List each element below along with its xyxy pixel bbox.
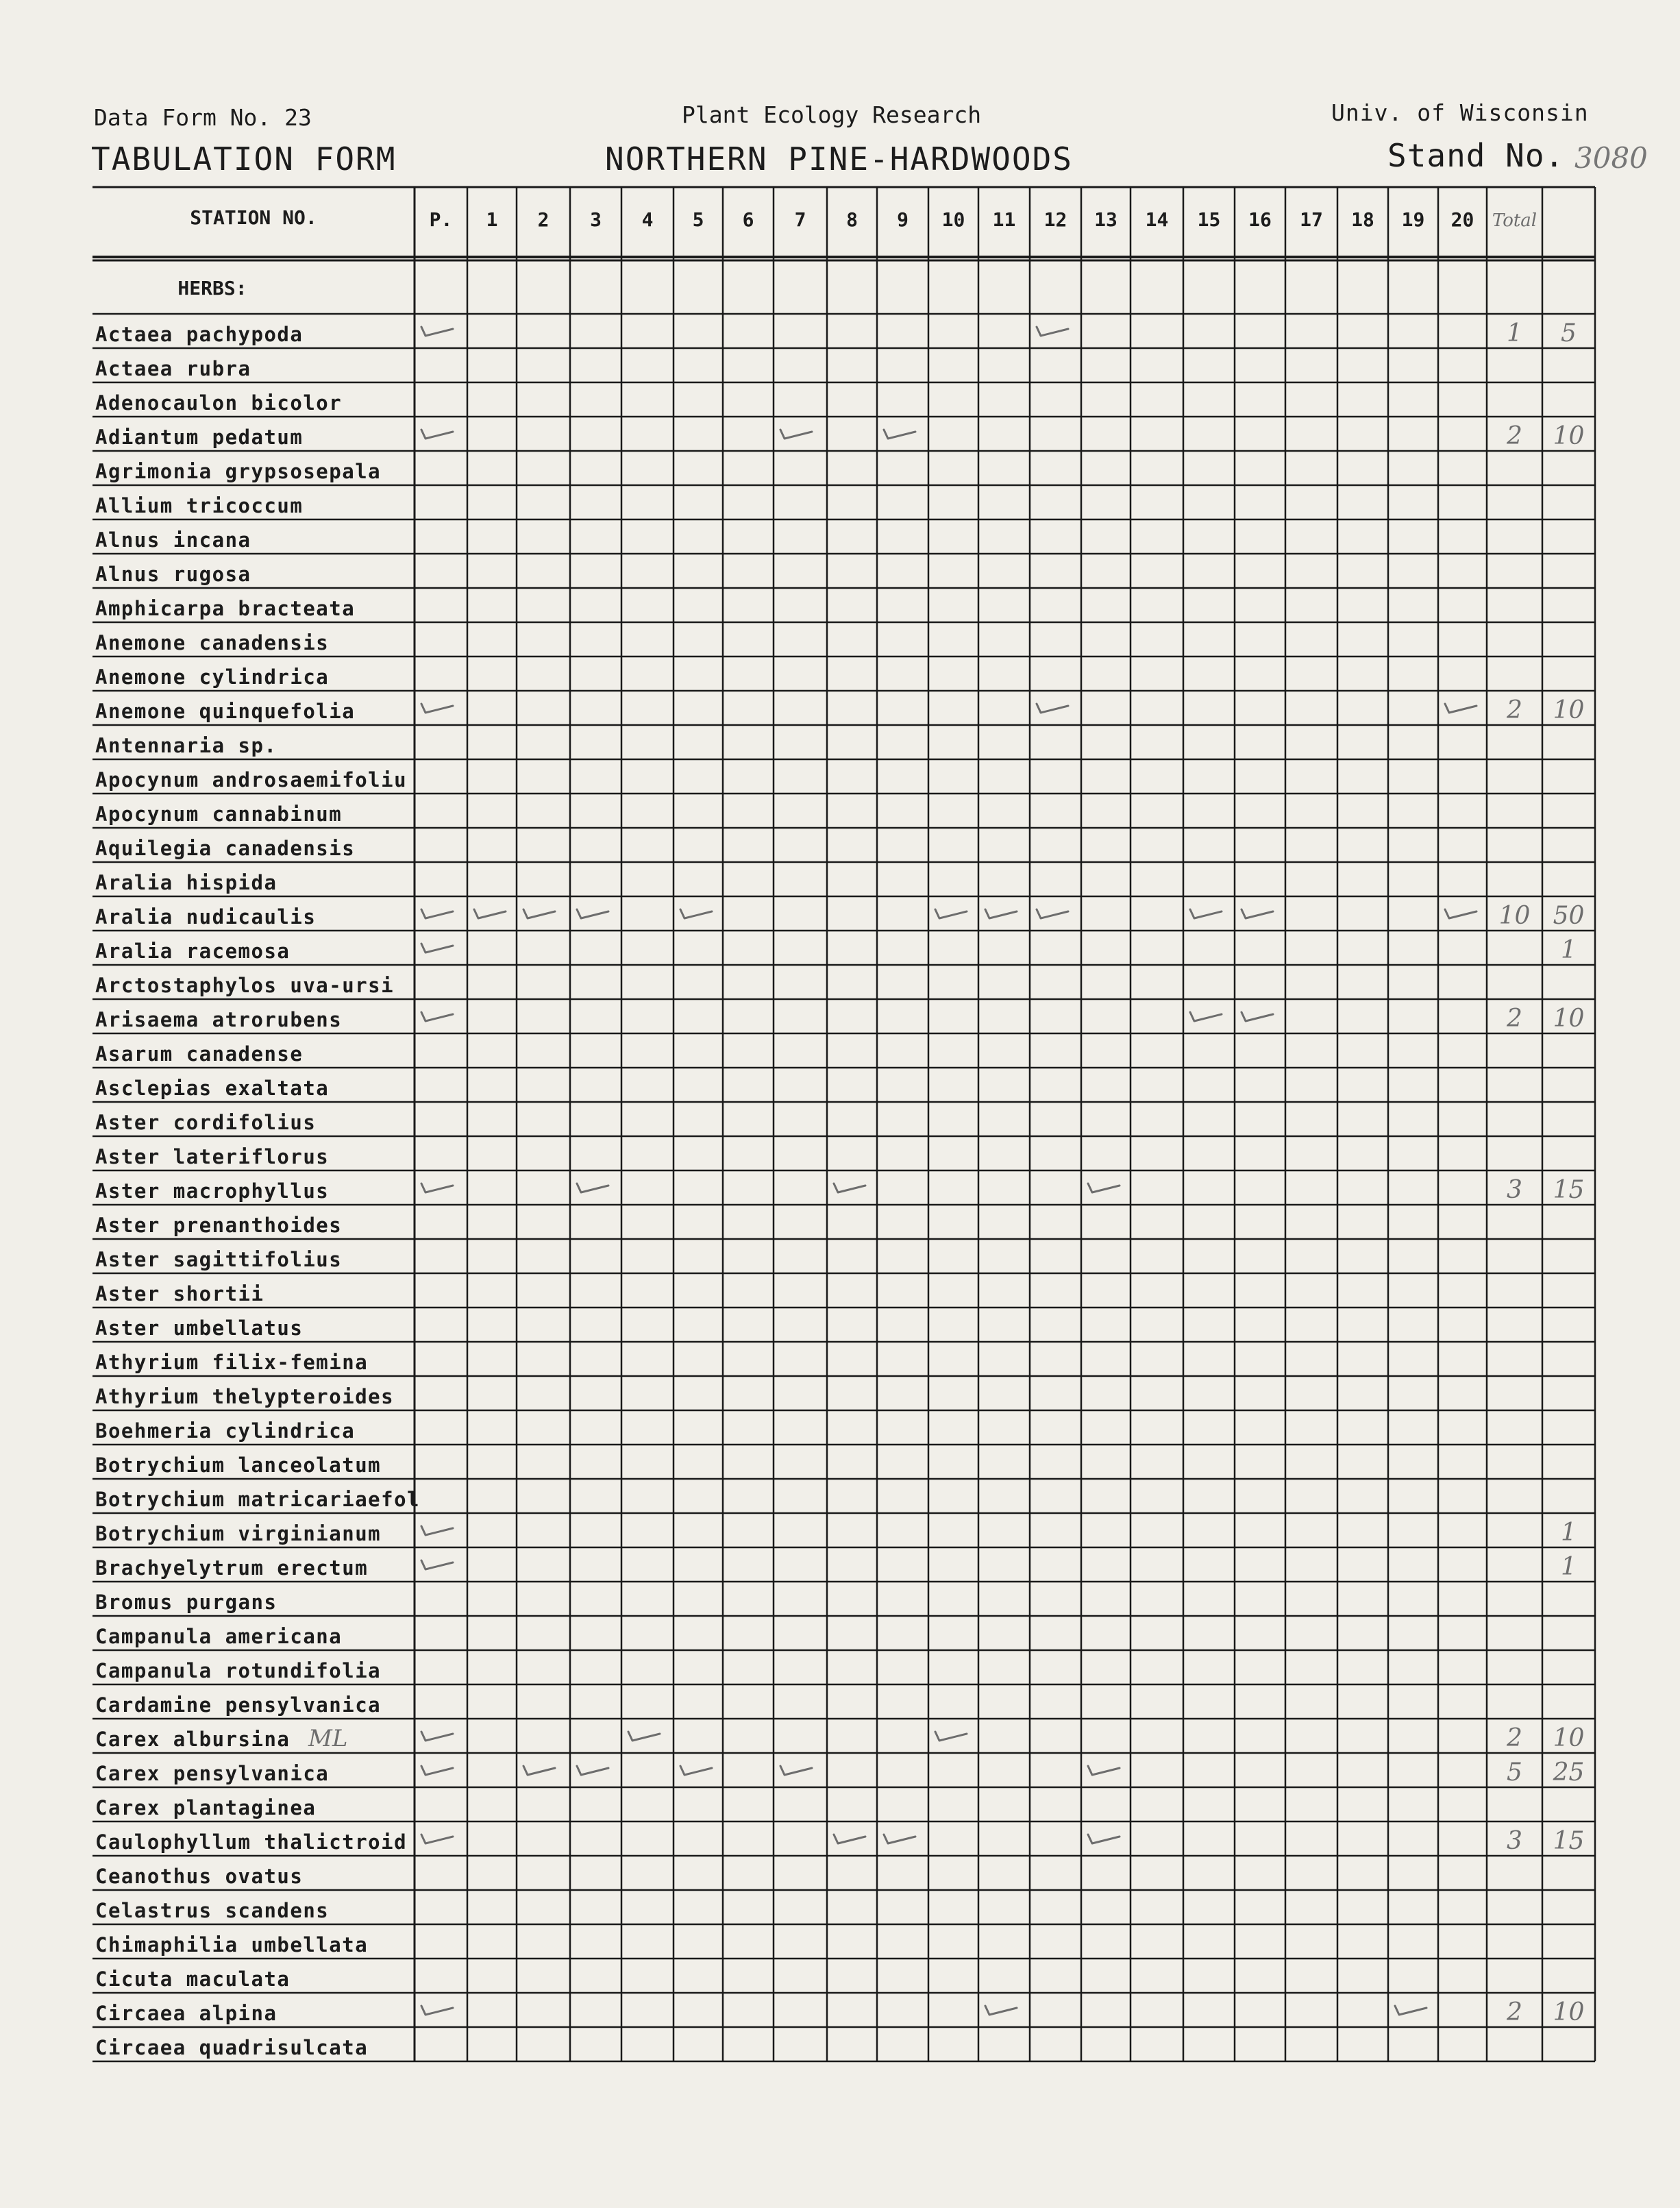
check-mark-icon — [1190, 1012, 1222, 1021]
check-mark-icon — [577, 1766, 608, 1775]
species-name: Anemone cylindrica — [95, 665, 330, 689]
form-name: TABULATION FORM — [91, 140, 397, 177]
check-mark-icon — [1445, 704, 1477, 713]
species-name: Aralia racemosa — [95, 940, 291, 963]
column-header-8: 8 — [846, 208, 858, 231]
column-header-3: 3 — [590, 208, 602, 231]
check-mark-icon — [421, 430, 453, 439]
column-header-9: 9 — [897, 208, 909, 231]
column-header-11: 11 — [992, 208, 1016, 231]
check-mark-icon — [577, 909, 608, 918]
check-mark-icon — [834, 1835, 865, 1843]
column-header-P: P. — [429, 208, 453, 231]
check-mark-icon — [935, 909, 967, 918]
row-frequency: 15 — [1553, 1176, 1585, 1204]
check-mark-icon — [421, 944, 453, 953]
column-header-6: 6 — [742, 208, 754, 231]
species-name: Aster shortii — [95, 1282, 264, 1305]
species-name: Carex albursina — [95, 1728, 291, 1751]
species-name: Celastrus scandens — [95, 1899, 330, 1922]
check-mark-icon — [421, 2006, 453, 2015]
species-name: Aster lateriflorus — [95, 1145, 330, 1168]
check-mark-icon — [680, 909, 712, 918]
column-header-7: 7 — [794, 208, 806, 231]
species-name: Bromus purgans — [95, 1591, 277, 1614]
row-frequency: 1 — [1561, 936, 1577, 964]
species-name: Athyrium filix-femina — [95, 1351, 369, 1374]
column-header-19: 19 — [1401, 208, 1425, 231]
species-name: Apocynum cannabinum — [95, 802, 343, 826]
species-name: Campanula americana — [95, 1625, 343, 1648]
row-total: 10 — [1498, 902, 1531, 930]
species-name: Amphicarpa bracteata — [95, 597, 356, 620]
species-name: Cicuta maculata — [95, 1967, 291, 1991]
species-name: Circaea quadrisulcata — [95, 2036, 369, 2059]
species-name: Adiantum pedatum — [95, 426, 304, 449]
species-name: Aster cordifolius — [95, 1111, 317, 1134]
check-mark-icon — [1037, 909, 1068, 918]
university: Univ. of Wisconsin — [1331, 99, 1589, 126]
station-no-header: STATION NO. — [190, 206, 317, 229]
check-mark-icon — [884, 1835, 915, 1843]
species-name: Anemone canadensis — [95, 631, 330, 654]
column-header-15: 15 — [1197, 208, 1221, 231]
check-mark-icon — [1242, 909, 1273, 918]
check-mark-icon — [884, 430, 915, 439]
row-total: 2 — [1507, 1998, 1522, 2026]
column-header-4: 4 — [641, 208, 654, 231]
check-mark-icon — [1088, 1183, 1120, 1192]
row-frequency: 10 — [1553, 696, 1585, 724]
species-name: Adenocaulon bicolor — [95, 391, 343, 415]
species-name: Aquilegia canadensis — [95, 837, 356, 860]
column-header-18: 18 — [1351, 208, 1374, 231]
check-mark-icon — [985, 909, 1017, 918]
species-name: Aster sagittifolius — [95, 1248, 343, 1271]
check-mark-icon — [421, 1732, 453, 1741]
check-mark-icon — [421, 327, 453, 336]
species-name: Ceanothus ovatus — [95, 1865, 304, 1888]
species-name: Botrychium lanceolatum — [95, 1453, 382, 1477]
row-frequency: 10 — [1553, 1005, 1585, 1033]
species-name: Agrimonia grypsosepala — [95, 460, 382, 483]
check-mark-icon — [577, 1183, 608, 1192]
column-header-20: 20 — [1450, 208, 1474, 231]
row-total: 2 — [1507, 422, 1522, 450]
species-name: Alnus rugosa — [95, 563, 251, 586]
species-name: Asclepias exaltata — [95, 1077, 330, 1100]
check-mark-icon — [680, 1766, 712, 1775]
species-name: Antennaria sp. — [95, 734, 277, 757]
check-mark-icon — [523, 909, 555, 918]
stand-number-handwritten: 3080 — [1574, 141, 1648, 175]
species-name: Athyrium thelypteroides — [95, 1385, 395, 1408]
species-name: Botrychium matricariaefol — [95, 1488, 420, 1511]
species-name: Actaea pachypoda — [95, 323, 304, 346]
row-total: 3 — [1507, 1176, 1522, 1204]
check-mark-icon — [935, 1732, 967, 1741]
row-frequency: 10 — [1553, 422, 1585, 450]
species-name: Alnus incana — [95, 528, 251, 552]
column-header-13: 13 — [1094, 208, 1117, 231]
species-name: Circaea alpina — [95, 2002, 277, 2025]
row-frequency: 25 — [1553, 1758, 1585, 1787]
check-mark-icon — [780, 1766, 812, 1775]
column-header-total: Total — [1492, 210, 1537, 231]
species-name: Aster umbellatus — [95, 1316, 304, 1340]
row-total: 3 — [1507, 1827, 1522, 1855]
species-name: Asarum canadense — [95, 1042, 304, 1066]
check-mark-icon — [421, 909, 453, 918]
check-mark-icon — [1088, 1766, 1120, 1775]
check-mark-icon — [780, 430, 812, 439]
column-header-5: 5 — [692, 208, 704, 231]
column-header-16: 16 — [1248, 208, 1272, 231]
species-name: Carex plantaginea — [95, 1796, 317, 1819]
column-header-10: 10 — [941, 208, 965, 231]
species-name: Campanula rotundifolia — [95, 1659, 382, 1682]
row-frequency: 10 — [1553, 1998, 1585, 2026]
row-frequency: 15 — [1553, 1827, 1585, 1855]
row-total: 5 — [1507, 1758, 1522, 1787]
check-mark-icon — [421, 1766, 453, 1775]
column-header-17: 17 — [1300, 208, 1323, 231]
species-name: Aralia nudicaulis — [95, 905, 317, 929]
species-name: Allium tricoccum — [95, 494, 304, 517]
stand-label: Stand No. — [1387, 137, 1565, 174]
check-mark-icon — [1190, 909, 1222, 918]
species-note: ML — [308, 1725, 348, 1752]
row-frequency: 5 — [1561, 319, 1577, 347]
row-frequency: 1 — [1561, 1553, 1577, 1581]
check-mark-icon — [421, 1012, 453, 1021]
species-name: Caulophyllum thalictroid — [95, 1830, 408, 1854]
check-mark-icon — [1037, 327, 1068, 336]
check-mark-icon — [834, 1183, 865, 1192]
species-name: Anemone quinquefolia — [95, 700, 356, 723]
check-mark-icon — [421, 1835, 453, 1843]
section-label-herbs: HERBS: — [177, 277, 247, 299]
species-name: Aster prenanthoides — [95, 1214, 343, 1237]
species-name: Cardamine pensylvanica — [95, 1693, 382, 1717]
row-total: 2 — [1507, 1005, 1522, 1033]
species-name: Arctostaphylos uva-ursi — [95, 974, 395, 997]
species-name: Chimaphilia umbellata — [95, 1933, 369, 1956]
check-mark-icon — [421, 704, 453, 713]
species-name: Arisaema atrorubens — [95, 1008, 343, 1031]
form-number: Data Form No. 23 — [94, 104, 312, 131]
column-header-12: 12 — [1043, 208, 1067, 231]
row-total: 2 — [1507, 1724, 1522, 1752]
check-mark-icon — [421, 1526, 453, 1535]
column-header-2: 2 — [537, 208, 549, 231]
check-mark-icon — [1445, 909, 1477, 918]
species-name: Aralia hispida — [95, 871, 277, 894]
check-mark-icon — [1037, 704, 1068, 713]
check-mark-icon — [523, 1766, 555, 1775]
species-name: Aster macrophyllus — [95, 1179, 330, 1203]
check-mark-icon — [1395, 2006, 1426, 2015]
check-mark-icon — [421, 1183, 453, 1192]
row-frequency: 10 — [1553, 1724, 1585, 1752]
species-name: Boehmeria cylindrica — [95, 1419, 356, 1443]
row-total: 1 — [1507, 319, 1522, 347]
row-frequency: 50 — [1553, 902, 1585, 930]
species-name: Apocynum androsaemifoliu — [95, 768, 408, 792]
row-frequency: 1 — [1561, 1519, 1577, 1547]
species-name: Brachyelytrum erectum — [95, 1556, 369, 1580]
species-name: Carex pensylvanica — [95, 1762, 330, 1785]
row-total: 2 — [1507, 696, 1522, 724]
column-header-1: 1 — [486, 208, 498, 231]
organization: Plant Ecology Research — [682, 101, 982, 128]
check-mark-icon — [474, 909, 506, 918]
check-mark-icon — [628, 1732, 660, 1741]
check-mark-icon — [985, 2006, 1017, 2015]
species-name: Botrychium virginianum — [95, 1522, 382, 1545]
form-title: NORTHERN PINE-HARDWOODS — [605, 140, 1073, 177]
check-mark-icon — [1088, 1835, 1120, 1843]
column-header-14: 14 — [1145, 208, 1169, 231]
check-mark-icon — [421, 1560, 453, 1569]
species-name: Actaea rubra — [95, 357, 251, 380]
check-mark-icon — [1242, 1012, 1273, 1021]
